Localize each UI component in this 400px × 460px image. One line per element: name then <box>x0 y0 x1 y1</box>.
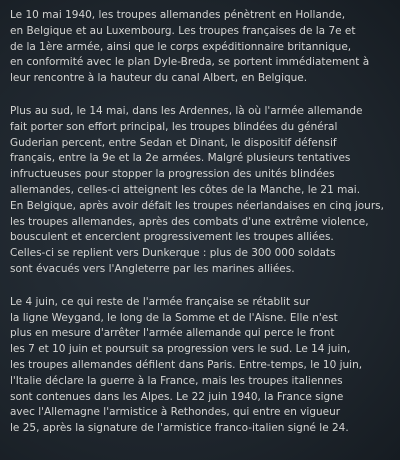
text-line: en Belgique et au Luxembourg. Les troupes françaises de la 7e et <box>10 24 356 37</box>
text-line: bousculent et encerclent progressivement les troupes alliées. <box>10 231 334 244</box>
paragraph-invasion <box>10 8 400 87</box>
text-line: infructueuses pour stopper la progression des unités blindées <box>10 168 335 181</box>
text-line: En Belgique, après avoir défait les troupes néerlandaises en cinq jours, <box>10 199 384 212</box>
text-line: français, entre la 9e et la 2e armées. Malgré plusieurs tentatives <box>10 152 351 165</box>
text-line: la ligne Weygand, le long de la Somme et de l'Aisne. Elle n'est <box>10 311 338 324</box>
text-line: Plus au sud, le 14 mai, dans les Ardennes, là où l'armée allemande <box>10 104 363 117</box>
text-line: avec l'Allemagne l'armistice à Rethondes, qui entre en vigueur <box>10 406 341 419</box>
paragraph-ardennes <box>10 104 400 278</box>
text-line: plus en mesure d'arrêter l'armée allemande qui perce le front <box>10 327 335 340</box>
text-line: sont évacués vers l'Angleterre par les marines alliées. <box>10 262 295 275</box>
text-line: le 25, après la signature de l'armistice franco-italien signé le 24. <box>10 422 349 435</box>
paragraph-armistice <box>10 295 400 437</box>
text-line: Le 10 mai 1940, les troupes allemandes pénètrent en Hollande, <box>10 9 346 21</box>
text-line: Le 4 juin, ce qui reste de l'armée française se rétablit sur <box>10 295 310 308</box>
text-line: leur rencontre à la hauteur du canal Albert, en Belgique. <box>10 72 308 85</box>
text-line: Guderian percent, entre Sedan et Dinant, le dispositif défensif <box>10 136 337 149</box>
text-line: sont contenues dans les Alpes. Le 22 juin 1940, la France signe <box>10 390 344 403</box>
text-line: les troupes allemandes, après des combats d'une extrême violence, <box>10 215 369 228</box>
text-line: fait porter son effort principal, les troupes blindées du général <box>10 120 338 133</box>
text-line: en conformité avec le plan Dyle-Breda, se portent immédiatement à <box>10 56 370 69</box>
text-line: Celles-ci se replient vers Dunkerque : plus de 300 000 soldats <box>10 247 336 260</box>
text-line: l'Italie déclare la guerre à la France, mais les troupes italiennes <box>10 374 343 387</box>
text-line: allemandes, celles-ci atteignent les côtes de la Manche, le 21 mai. <box>10 183 361 196</box>
text-line: les troupes allemandes défilent dans Paris. Entre-temps, le 10 juin, <box>10 358 363 371</box>
text-line: les 7 et 10 juin et poursuit sa progression vers le sud. Le 14 juin, <box>10 343 351 356</box>
text-line: de la 1ère armée, ainsi que le corps expéditionnaire britannique, <box>10 40 352 53</box>
